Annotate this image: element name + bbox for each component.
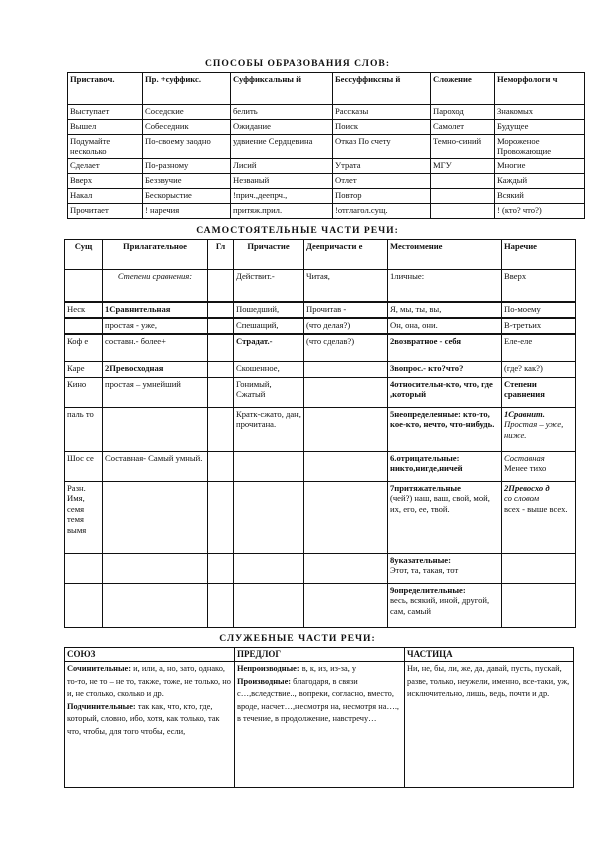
- table-cell: (что делая?): [304, 318, 388, 334]
- table-cell: ! наречия: [143, 203, 231, 218]
- table-cell: [208, 318, 234, 334]
- table-cell: Неск: [65, 302, 103, 318]
- table-cell: 1личные:: [388, 270, 502, 302]
- table-cell: [208, 452, 234, 482]
- table-cell: Вышел: [68, 120, 143, 135]
- table-cell: [65, 584, 103, 628]
- table-row: [68, 203, 585, 218]
- table-row: [68, 135, 585, 159]
- table-cell: [234, 482, 304, 554]
- table-row: [65, 318, 576, 334]
- particle-cell: Ни, не, бы, ли, же, да, давай, пусть, пускай, разве, только, неужели, именно, все-таки, уж, исключительно, лишь, ведь, почти и др.: [405, 661, 574, 787]
- table-cell: [304, 408, 388, 452]
- table-cell: !отглагол.сущ.: [333, 203, 431, 218]
- table-cell: Он, она, они.: [388, 318, 502, 334]
- table-cell: [65, 318, 103, 334]
- derived-preposition-text: благодаря, в связи с…,вследствие.., вопреки, согласно, вместо, вроде, насчет…,несмотря на, несмотря на…., в течение, в продолжение, навстречу…: [237, 676, 400, 724]
- table-cell: [208, 270, 234, 302]
- table-cell: притяж.прил.: [231, 203, 333, 218]
- table-cell: [103, 584, 208, 628]
- table-cell: Степени сравнения:: [103, 270, 208, 302]
- table-row: [68, 158, 585, 173]
- table-cell: Спешащий,: [234, 318, 304, 334]
- table-cell: белить: [231, 105, 333, 120]
- table-cell: В-третьих: [502, 318, 576, 334]
- table-cell: [304, 584, 388, 628]
- table-row: [68, 120, 585, 135]
- table-header-row: [65, 648, 574, 662]
- adverb-compound-text: Менее тихо: [504, 463, 547, 474]
- table-cell: [502, 482, 576, 554]
- header-cell: Суффиксальны й: [231, 73, 333, 105]
- coordinating-label: Сочинительные:: [67, 663, 132, 673]
- table-row: [68, 105, 585, 120]
- table-row: [65, 482, 576, 554]
- table-row: [65, 334, 576, 362]
- primary-preposition-label: Непроизводные:: [237, 663, 300, 673]
- table-cell: Каждый: [495, 173, 585, 188]
- table-cell: Лисий: [231, 158, 333, 173]
- table-cell: удвиение Сердцевина: [231, 135, 333, 159]
- table-cell: Незваный: [231, 173, 333, 188]
- table-cell: Прочитает: [68, 203, 143, 218]
- table-cell: 6.отрицательные: никто,нигде,ничей: [388, 452, 502, 482]
- table-cell: Еле-еле: [502, 334, 576, 362]
- table-cell: [208, 482, 234, 554]
- table-cell: Действит.-: [234, 270, 304, 302]
- table-cell: По-своему заодно: [143, 135, 231, 159]
- header-cell: Местоимение: [388, 240, 502, 270]
- table-row: [68, 188, 585, 203]
- table-cell: Гонимый, Сжатый: [234, 378, 304, 408]
- table-cell: 1Сравнительная: [103, 302, 208, 318]
- function-parts-table: [64, 647, 574, 788]
- table-cell: простая – умнейший: [103, 378, 208, 408]
- word-formation-table: [67, 72, 585, 219]
- table-cell: составн.- более+: [103, 334, 208, 362]
- header-cell: Наречие: [502, 240, 576, 270]
- table-cell: [234, 554, 304, 584]
- preposition-cell: [235, 661, 405, 787]
- table-cell: Поиск: [333, 120, 431, 135]
- table-cell: Вверх: [502, 270, 576, 302]
- table-cell: (что сделав?): [304, 334, 388, 362]
- table-cell: простая - уже,: [103, 318, 208, 334]
- table-cell: 2Превосходная: [103, 362, 208, 378]
- section-title-function-parts: СЛУЖЕБНЫЕ ЧАСТИ РЕЧИ:: [219, 633, 376, 644]
- header-cell-preposition: ПРЕДЛОГ: [235, 648, 405, 662]
- table-cell: [502, 408, 576, 452]
- table-header-row: [65, 240, 576, 270]
- table-cell: Соседские: [143, 105, 231, 120]
- adverb-comparative-label: 1Сравнит.: [504, 409, 545, 419]
- table-cell: Вверх: [68, 173, 143, 188]
- independent-parts-table: [64, 239, 576, 628]
- header-cell: Бессуффиксны й: [333, 73, 431, 105]
- table-row: [65, 452, 576, 482]
- table-cell: Отказ По счету: [333, 135, 431, 159]
- adverb-comparative-text: Простая – уже, ниже.: [504, 419, 564, 440]
- table-cell: Мороженое Провожающие: [495, 135, 585, 159]
- table-cell: [431, 188, 495, 203]
- header-cell: Гл: [208, 240, 234, 270]
- table-cell: Утрата: [333, 158, 431, 173]
- table-cell: Каре: [65, 362, 103, 378]
- section-title-independent-parts: САМОСТОЯТЕЛЬНЫЕ ЧАСТИ РЕЧИ:: [196, 225, 399, 236]
- table-cell: Читая,: [304, 270, 388, 302]
- table-cell: [431, 173, 495, 188]
- table-cell: [502, 554, 576, 584]
- table-cell: Выступает: [68, 105, 143, 120]
- header-cell: Прилагательное: [103, 240, 208, 270]
- pronoun-possessive-text: (чей?) наш, ваш, свой, мой, их, его, ее, твой.: [390, 493, 490, 514]
- table-cell: Беззвучие: [143, 173, 231, 188]
- table-cell: Я, мы, ты, вы,: [388, 302, 502, 318]
- table-cell: Знакомых: [495, 105, 585, 120]
- derived-preposition-label: Производные:: [237, 676, 292, 686]
- table-cell: Рассказы: [333, 105, 431, 120]
- adverb-superlative-note: со словом: [504, 493, 540, 504]
- adverb-compound-label: Составная: [504, 453, 545, 463]
- table-cell: Шос се: [65, 452, 103, 482]
- coordinating-text: и, или, а, но, зато, однако, то-то, не то – не то, также, тоже, не только, но и, не столько, сколько и др.: [67, 663, 231, 699]
- table-cell: Кратк-сжато, дан, прочитана.: [234, 408, 304, 452]
- pronoun-definitive-label: 9определительные:: [390, 585, 466, 595]
- pronoun-definitive-text: весь, всякий, иной, другой, сам, самый: [390, 595, 490, 616]
- subordinating-label: Подчинительные:: [67, 701, 136, 711]
- table-cell: (где? как?): [502, 362, 576, 378]
- table-cell: 4относительн-кто, что, где ,который: [388, 378, 502, 408]
- table-cell: МГУ: [431, 158, 495, 173]
- table-row: [65, 661, 574, 787]
- pronoun-demonstrative-text: Этот, та, такая, тот: [390, 565, 459, 576]
- table-cell: [304, 554, 388, 584]
- table-cell: [208, 334, 234, 362]
- table-cell: [65, 554, 103, 584]
- table-cell: [103, 408, 208, 452]
- table-cell: [208, 302, 234, 318]
- header-cell: Приставоч.: [68, 73, 143, 105]
- table-cell: [502, 452, 576, 482]
- table-cell: Темно-синий: [431, 135, 495, 159]
- table-cell: [234, 452, 304, 482]
- table-cell: Собеседник: [143, 120, 231, 135]
- table-cell: 2возвратное - себя: [388, 334, 502, 362]
- table-row: [65, 270, 576, 302]
- table-row: [65, 584, 576, 628]
- adverb-superlative-text: всех - выше всех.: [504, 503, 568, 514]
- table-cell: Подумайте несколько: [68, 135, 143, 159]
- table-cell: Скошенное,: [234, 362, 304, 378]
- table-row: [65, 408, 576, 452]
- table-cell: По-моему: [502, 302, 576, 318]
- table-cell: 3вопрос.- кто?что?: [388, 362, 502, 378]
- table-cell: [103, 554, 208, 584]
- table-cell: [208, 362, 234, 378]
- header-cell: Сущ: [65, 240, 103, 270]
- table-cell: Ожидание: [231, 120, 333, 135]
- table-cell: [388, 584, 502, 628]
- table-cell: [304, 378, 388, 408]
- table-cell: Прочитав -: [304, 302, 388, 318]
- table-cell: [388, 482, 502, 554]
- table-cell: Будущее: [495, 120, 585, 135]
- table-cell: ! (кто? что?): [495, 203, 585, 218]
- header-cell: Причастие: [234, 240, 304, 270]
- header-cell: Сложение: [431, 73, 495, 105]
- table-header-row: [68, 73, 585, 105]
- table-cell: Кино: [65, 378, 103, 408]
- table-cell: Составная- Самый умный.: [103, 452, 208, 482]
- table-row: [68, 173, 585, 188]
- table-cell: Накал: [68, 188, 143, 203]
- table-cell: [208, 584, 234, 628]
- table-row: [65, 554, 576, 584]
- table-cell: [304, 362, 388, 378]
- header-cell-conjunction: СОЮЗ: [65, 648, 235, 662]
- table-row: [65, 362, 576, 378]
- header-cell-particle: ЧАСТИЦА: [405, 648, 574, 662]
- table-cell: Всякий: [495, 188, 585, 203]
- table-cell: Отлет: [333, 173, 431, 188]
- table-cell: По-разному: [143, 158, 231, 173]
- table-cell: [65, 270, 103, 302]
- table-cell: Разн. Имя, семя темя вымя: [65, 482, 103, 554]
- table-cell: [208, 554, 234, 584]
- header-cell: Деепричасти е: [304, 240, 388, 270]
- subordinating-text: так как, что, кто, где, который, словно, ибо, хотя, как только, так что, чтобы, для того чтобы, если,: [67, 701, 220, 737]
- table-cell: [234, 584, 304, 628]
- table-cell: [304, 452, 388, 482]
- table-cell: Коф е: [65, 334, 103, 362]
- table-cell: [103, 482, 208, 554]
- primary-preposition-text: в, к, из, из-за, у: [301, 663, 357, 673]
- table-cell: 5неопределенные: кто-то, кое-кто, нечто, что-нибудь.: [388, 408, 502, 452]
- table-cell: Самолет: [431, 120, 495, 135]
- table-cell: [304, 482, 388, 554]
- section-title-word-formation: СПОСОБЫ ОБРАЗОВАНИЯ СЛОВ:: [204, 58, 391, 69]
- table-cell: [502, 584, 576, 628]
- header-cell: Пр. +суффикс.: [143, 73, 231, 105]
- pronoun-demonstrative-label: 8указательные:: [390, 555, 451, 565]
- pronoun-possessive-label: 7притяжательные: [390, 483, 461, 493]
- table-cell: паль то: [65, 408, 103, 452]
- table-cell: Пароход: [431, 105, 495, 120]
- adverb-superlative-label: 2Превосхо д: [504, 483, 550, 493]
- table-cell: Сделает: [68, 158, 143, 173]
- table-cell: !прич.,деепрч.,: [231, 188, 333, 203]
- conjunction-cell: [65, 661, 235, 787]
- table-cell: [431, 203, 495, 218]
- table-row: [65, 302, 576, 318]
- table-row: [65, 378, 576, 408]
- table-cell: [208, 378, 234, 408]
- table-cell: Степени сравнения: [502, 378, 576, 408]
- table-cell: Повтор: [333, 188, 431, 203]
- header-cell: Неморфологи ч: [495, 73, 585, 105]
- table-cell: Пошедший,: [234, 302, 304, 318]
- table-cell: Бескорыстие: [143, 188, 231, 203]
- table-cell: Многие: [495, 158, 585, 173]
- table-cell: [388, 554, 502, 584]
- table-cell: [208, 408, 234, 452]
- table-cell: Страдат.-: [234, 334, 304, 362]
